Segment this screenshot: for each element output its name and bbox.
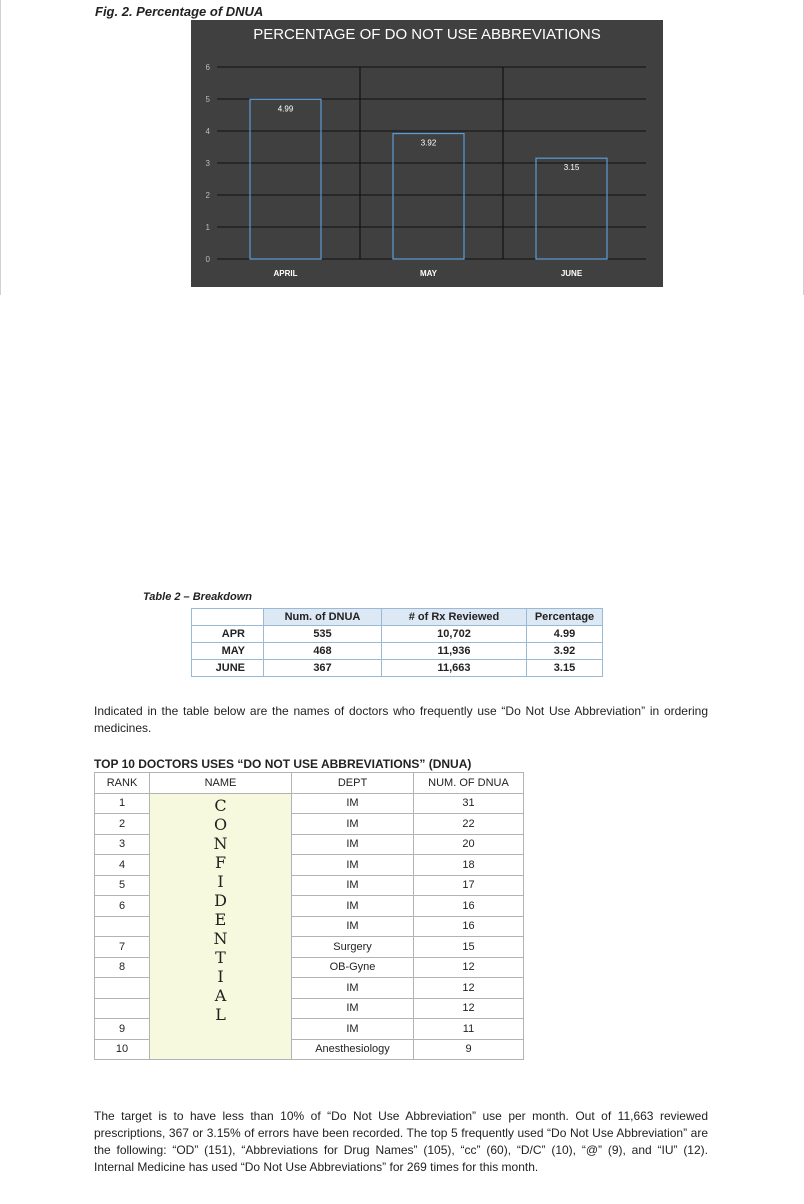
dept-cell: IM: [292, 998, 414, 1019]
dept-cell: OB-Gyne: [292, 957, 414, 978]
y-tick-label: 6: [205, 63, 210, 72]
bar-chart: [191, 20, 663, 287]
dept-cell: IM: [292, 916, 414, 937]
count-cell: 22: [414, 814, 524, 835]
summary-paragraph: The target is to have less than 10% of “Do Not Use Abbreviation” use per month. Out of 11,663 reviewed prescriptions, 367 or 3.15% of errors have been recorded. The top 5 frequently used “Do Not Use Abbreviation” are the following: “OD” (151), “Abbreviations for Drug Names” (105), “cc” (60), “D/C” (10), “@” (9), and “IU” (12). Internal Medicine has used “Do Not Use Abbreviations” for 269 times for this month.: [94, 1109, 708, 1174]
count-cell: 16: [414, 896, 524, 917]
count-cell: 18: [414, 855, 524, 876]
count-cell: 17: [414, 875, 524, 896]
table2-cell: APR: [192, 626, 264, 643]
dept-cell: IM: [292, 978, 414, 999]
dept-cell: IM: [292, 855, 414, 876]
top10-title: TOP 10 DOCTORS USES “DO NOT USE ABBREVIATIONS” (DNUA): [94, 757, 472, 771]
confidential-letter: N: [213, 928, 228, 948]
dept-cell: IM: [292, 875, 414, 896]
dept-cell: IM: [292, 1019, 414, 1040]
table-row: [95, 793, 524, 814]
table2-cell: 535: [264, 626, 382, 643]
bar: [536, 158, 607, 259]
bar: [393, 134, 464, 259]
rank-cell: [95, 916, 150, 937]
x-tick-label: APRIL: [273, 269, 298, 278]
table2-header-cell: Percentage: [527, 609, 603, 626]
confidential-letter: O: [213, 814, 228, 834]
confidential-letter: C: [214, 795, 227, 815]
confidential-letter: I: [217, 966, 224, 986]
intro-paragraph: Indicated in the table below are the names of doctors who frequently use “Do Not Use Abbreviation” in ordering medicines.: [94, 704, 708, 735]
table2-cell: 4.99: [527, 626, 603, 643]
top10-header-cell: NAME: [150, 773, 292, 794]
bar-chart-svg: [191, 20, 663, 287]
y-tick-label: 0: [205, 255, 210, 264]
dept-cell: IM: [292, 896, 414, 917]
rank-cell: [95, 998, 150, 1019]
bar: [250, 99, 321, 259]
confidential-letter: E: [214, 909, 227, 929]
table-row: [192, 626, 603, 643]
y-tick-label: 2: [205, 191, 210, 200]
data-label: 3.15: [563, 163, 580, 173]
confidential-letter: N: [213, 833, 228, 853]
x-tick-label: MAY: [419, 269, 438, 278]
table2-header-cell: Num. of DNUA: [264, 609, 382, 626]
table2-cell: JUNE: [192, 660, 264, 677]
x-tick-label: JUNE: [560, 269, 583, 278]
confidential-letter: T: [215, 947, 226, 967]
dept-cell: IM: [292, 834, 414, 855]
table2-cell: 10,702: [382, 626, 527, 643]
table-row: [192, 643, 603, 660]
table-row: [192, 660, 603, 677]
rank-cell: 7: [95, 937, 150, 958]
dept-cell: IM: [292, 814, 414, 835]
table2-cell: 11,663: [382, 660, 527, 677]
top10-table: [94, 772, 524, 1060]
breakdown-table: [191, 608, 603, 677]
count-cell: 31: [414, 793, 524, 814]
confidential-letter: A: [214, 985, 227, 1005]
table2-cell: 468: [264, 643, 382, 660]
rank-cell: 8: [95, 957, 150, 978]
rank-cell: 6: [95, 896, 150, 917]
table2-cell: 11,936: [382, 643, 527, 660]
top10-header-cell: RANK: [95, 773, 150, 794]
table2-cell: 367: [264, 660, 382, 677]
rank-cell: 9: [95, 1019, 150, 1040]
count-cell: 12: [414, 957, 524, 978]
rank-cell: 2: [95, 814, 150, 835]
rank-cell: 5: [95, 875, 150, 896]
data-label: 4.99: [277, 104, 294, 114]
table2-cell: 3.15: [527, 660, 603, 677]
rank-cell: 3: [95, 834, 150, 855]
count-cell: 15: [414, 937, 524, 958]
count-cell: 12: [414, 998, 524, 1019]
count-cell: 20: [414, 834, 524, 855]
rank-cell: 4: [95, 855, 150, 876]
top10-header-cell: NUM. OF DNUA: [414, 773, 524, 794]
table2-header-cell: # of Rx Reviewed: [382, 609, 527, 626]
count-cell: 11: [414, 1019, 524, 1040]
table2-cell: 3.92: [527, 643, 603, 660]
y-tick-label: 1: [205, 223, 210, 232]
page-edge: [0, 0, 1, 295]
rank-cell: 1: [95, 793, 150, 814]
confidential-letter: F: [214, 852, 227, 872]
dept-cell: Surgery: [292, 937, 414, 958]
figure-caption: Fig. 2. Percentage of DNUA: [95, 4, 264, 19]
top10-header-cell: DEPT: [292, 773, 414, 794]
name-cell-confidential: [150, 793, 292, 1060]
dept-cell: Anesthesiology: [292, 1039, 414, 1060]
rank-cell: [95, 978, 150, 999]
y-tick-label: 3: [205, 159, 210, 168]
y-tick-label: 4: [205, 127, 210, 136]
count-cell: 16: [414, 916, 524, 937]
table2-header-cell: [192, 609, 264, 626]
dept-cell: IM: [292, 793, 414, 814]
y-tick-label: 5: [205, 95, 210, 104]
table2-caption: Table 2 – Breakdown: [143, 591, 253, 603]
confidential-letter: L: [215, 1004, 226, 1024]
count-cell: 9: [414, 1039, 524, 1060]
table2-cell: MAY: [192, 643, 264, 660]
count-cell: 12: [414, 978, 524, 999]
confidential-letter: I: [217, 871, 224, 891]
chart-title: PERCENTAGE OF DO NOT USE ABBREVIATIONS: [253, 26, 601, 43]
rank-cell: 10: [95, 1039, 150, 1060]
confidential-letter: D: [214, 890, 227, 910]
data-label: 3.92: [420, 138, 437, 148]
